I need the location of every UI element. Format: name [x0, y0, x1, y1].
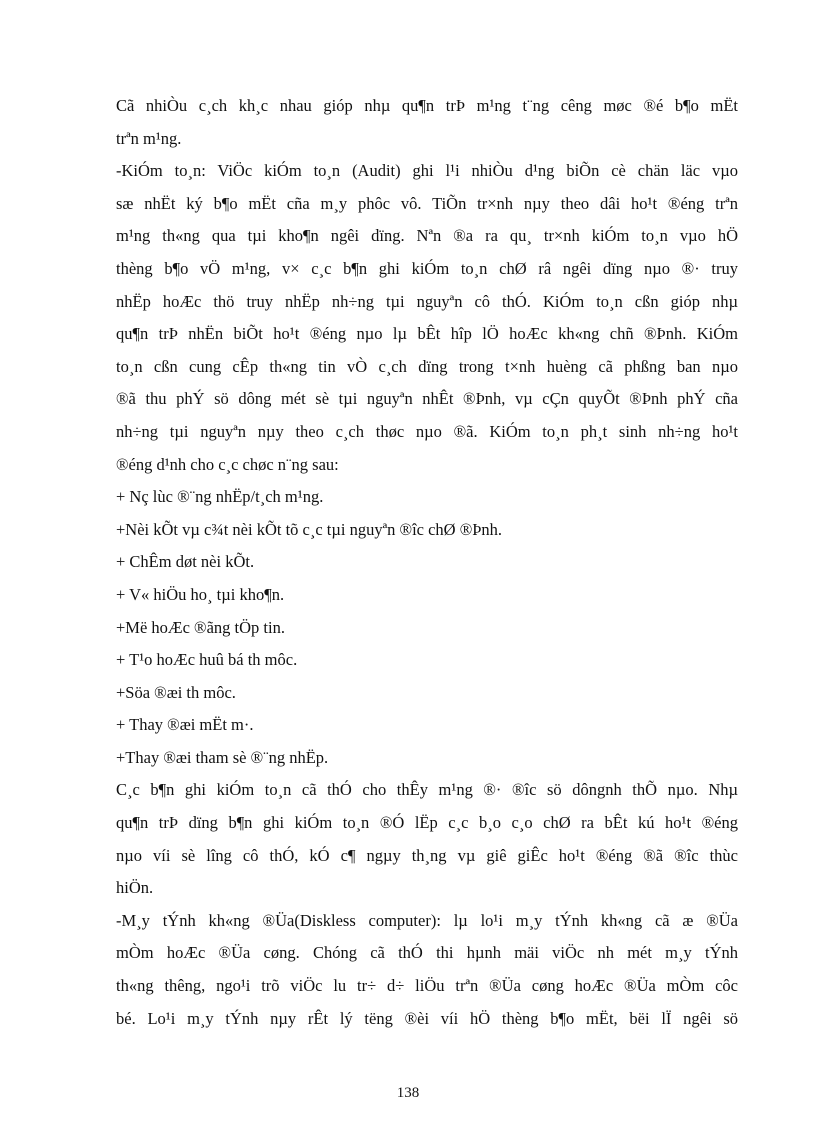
text-line: +Söa ®æi th môc. [116, 682, 236, 702]
text-line: + Thay ®æi mËt m·. [116, 715, 254, 735]
text-line: + V« hiÖu ho¸ tµi kho¶n. [116, 584, 285, 604]
text-line: m¹ng th«ng qua tµi kho¶n ngêi dïng. Nªn ®a ra qu¸ tr×nh kiÓm to¸n vµo hÖ [116, 226, 738, 246]
text-line: qu¶n trÞ dïng b¶n ghi kiÓm to¸n ®Ó lËp c¸c b¸o c¸o chØ ra bÊt kú ho¹t ®éng [116, 813, 738, 833]
text-line: Cã nhiÒu c¸ch kh¸c nhau gióp nhµ qu¶n trÞ m¹ng t¨ng cêng møc ®é b¶o mËt [116, 96, 738, 115]
text-line: + Nç lùc ®¨ng nhËp/t¸ch m¹ng. [116, 487, 324, 507]
text-line: thèng b¶o vÖ m¹ng, v× c¸c b¶n ghi kiÓm to¸n chØ râ ngêi dïng nµo ®· truy [116, 258, 738, 278]
text-line: ®ã thu phÝ sö dông mét sè tµi nguyªn nhÊt ®Þnh, vµ cÇn quyÕt ®Þnh phÝ cña [116, 389, 738, 409]
text-line: th«ng thêng, ngo¹i trõ viÖc lu tr÷ d÷ liÖu trªn ®Üa cøng hoÆc ®Üa mÒm côc [116, 976, 738, 996]
page-body [116, 90, 738, 1035]
text-line: ®éng d¹nh cho c¸c chøc n¨ng sau: [116, 454, 339, 474]
text-line: +Nèi kÕt vµ c¾t nèi kÕt tõ c¸c tµi nguyªn ®îc chØ ®Þnh. [116, 519, 503, 539]
text-line: bé. Lo¹i m¸y tÝnh nµy rÊt lý tëng ®èi víi hÖ thèng b¶o mËt, bëi lÏ ngêi sö [116, 1008, 738, 1028]
text-line: hiÖn. [116, 878, 154, 898]
text-line: -M¸y tÝnh kh«ng ®Üa(Diskless computer): lµ lo¹i m¸y tÝnh kh«ng cã æ ®Üa [116, 910, 738, 930]
page-number: 138 [396, 1085, 420, 1101]
text-line: trªn m¹ng. [116, 128, 182, 148]
text-line: to¸n cßn cung cÊp th«ng tin vÒ c¸ch dïng trong t×nh huèng cã phßng ban nµo [116, 356, 738, 376]
text-line: nµo víi sè lîng cô thÓ, kÓ c¶ ngµy th¸ng vµ giê giÊc ho¹t ®éng ®ã ®îc thùc [116, 845, 738, 865]
text-line: +Më hoÆc ®ãng tÖp tin. [116, 617, 285, 637]
text-line: qu¶n trÞ nhËn biÕt ho¹t ®éng nµo lµ bÊt hîp lÖ hoÆc kh«ng chñ ®Þnh. KiÓm [116, 324, 738, 344]
text-line: nh÷ng tµi nguyªn nµy theo c¸ch thøc nµo ®ã. KiÓm to¸n ph¸t sinh nh÷ng ho¹t [116, 421, 738, 441]
text-line: -KiÓm to¸n: ViÖc kiÓm to¸n (Audit) ghi l¹i nhiÒu d¹ng biÕn cè chän läc vµo [116, 161, 738, 181]
text-line: + ChÊm døt nèi kÕt. [116, 552, 255, 572]
text-line: mÒm hoÆc ®Üa cøng. Chóng cã thÓ thi hµnh mäi viÖc nh mét m¸y tÝnh [116, 943, 738, 963]
text-line: + T¹o hoÆc huû bá th môc. [116, 650, 298, 670]
text-line: C¸c b¶n ghi kiÓm to¸n cã thÓ cho thÊy m¹ng ®· ®îc sö dôngnh thÕ nµo. Nhµ [116, 780, 738, 800]
text-line: +Thay ®æi tham sè ®¨ng nhËp. [116, 747, 329, 767]
text-line: sæ nhËt ký b¶o mËt cña m¸y phôc vô. TiÕn tr×nh nµy theo dâi ho¹t ®éng trªn [116, 193, 738, 213]
text-line: nhËp hoÆc thö truy nhËp nh÷ng tµi nguyªn cô thÓ. KiÓm to¸n cßn gióp nhµ [116, 291, 738, 311]
